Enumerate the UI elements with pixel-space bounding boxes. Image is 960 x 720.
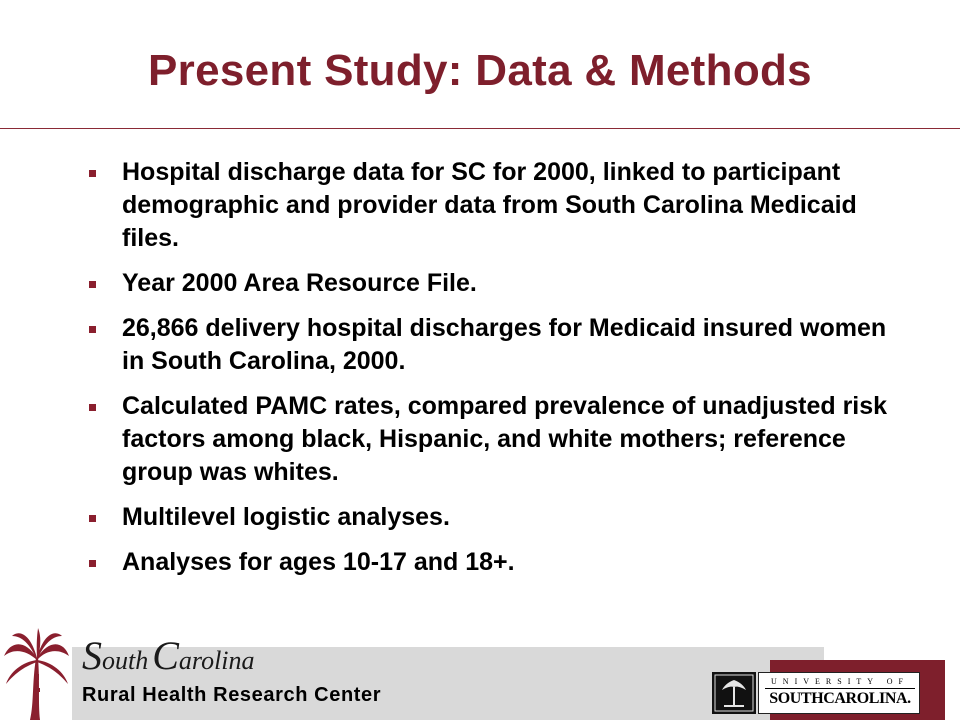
- bullet-text: Year 2000 Area Resource File.: [122, 269, 477, 297]
- bullet-marker: [89, 281, 96, 288]
- bullet-item: [82, 312, 912, 378]
- usc-wordmark: [758, 672, 920, 714]
- bullet-list: [82, 156, 912, 579]
- bullet-item: [82, 156, 912, 255]
- bullet-item: [82, 267, 912, 300]
- bullet-marker: [89, 326, 96, 333]
- bullet-marker: [89, 560, 96, 567]
- bullet-item: [82, 501, 912, 534]
- bullet-marker: [89, 404, 96, 411]
- bullet-text: Hospital discharge data for SC for 2000, linked to participant demographic and provider data from South Carolina Medicaid files.: [122, 158, 857, 252]
- script-initial-s: S: [82, 633, 102, 678]
- usc-south-carolina: SOUTHCAROLINA.: [769, 690, 911, 707]
- slide-title: Present Study: Data & Methods: [148, 46, 812, 95]
- bullet-text: 26,866 delivery hospital discharges for Medicaid insured women in South Carolina, 2000.: [122, 314, 887, 375]
- bullet-marker: [89, 170, 96, 177]
- footer-script-logo: [82, 632, 255, 678]
- usc-wordmark-rule: [765, 688, 915, 689]
- title-divider: [0, 128, 960, 129]
- research-center-name: Rural Health Research Center: [82, 684, 382, 706]
- bullet-marker: [89, 515, 96, 522]
- palmetto-tree-icon: [2, 628, 70, 720]
- bullet-item: [82, 390, 912, 489]
- bullet-text: Analyses for ages 10-17 and 18+.: [122, 548, 515, 576]
- bullet-item: [82, 546, 912, 579]
- usc-seal-icon: [712, 672, 756, 714]
- script-word-outh: outh: [102, 646, 149, 675]
- usc-university-of: UNIVERSITY OF: [771, 677, 909, 686]
- script-initial-c: C: [152, 633, 179, 678]
- bullet-text: Calculated PAMC rates, compared prevalence of unadjusted risk factors among black, Hispanic, and white mothers; reference group was whites.: [122, 392, 888, 486]
- bullet-text: Multilevel logistic analyses.: [122, 503, 450, 531]
- script-word-arolina: arolina: [178, 646, 255, 675]
